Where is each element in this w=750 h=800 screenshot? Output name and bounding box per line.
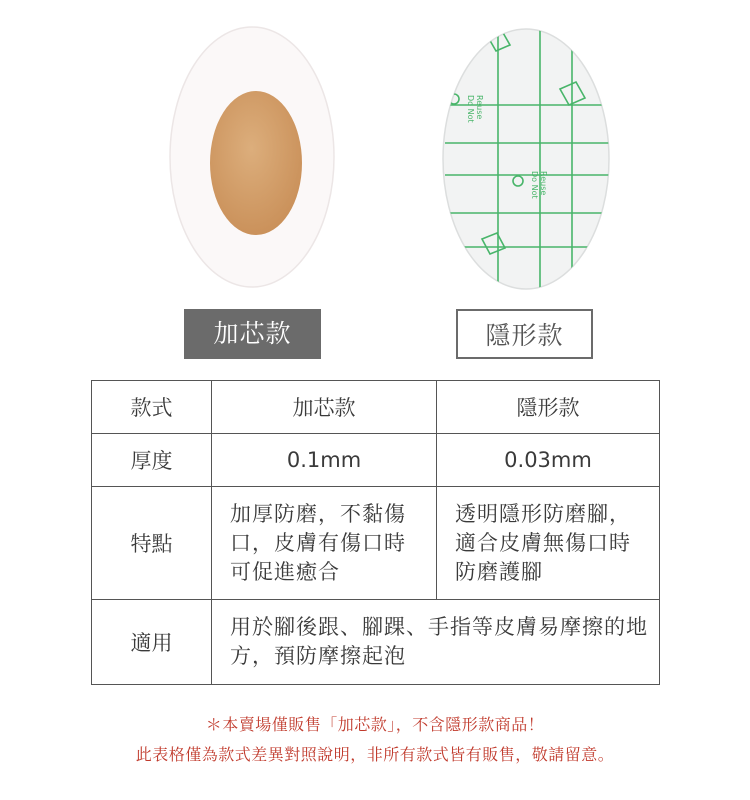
table-row-usage: [92, 600, 660, 685]
thick-type-label: 加芯款: [184, 309, 321, 359]
svg-text:Do Not: Do Not: [530, 171, 539, 199]
clear-type-label: 隱形款: [456, 309, 593, 359]
svg-text:Do Not: Do Not: [466, 95, 475, 123]
table-disclaimer: 此表格僅為款式差異對照說明，非所有款式皆有販售，敬請留意。: [135, 745, 615, 764]
row-label: 特點: [92, 487, 212, 600]
thickness-clear: 0.03mm: [437, 434, 660, 487]
table-header-row: [92, 381, 660, 434]
store-notice: ＊本賣場僅販售「加芯款」，不含隱形款商品！: [205, 715, 545, 734]
thickness-thick: 0.1mm: [212, 434, 437, 487]
table-row-thickness: [92, 434, 660, 487]
header-cell-style: 款式: [92, 381, 212, 434]
features-thick: 加厚防磨，不黏傷口，皮膚有傷口時可促進癒合: [212, 487, 437, 600]
svg-text:Reuse: Reuse: [539, 171, 548, 196]
row-label: 厚度: [92, 434, 212, 487]
header-cell-thick: 加芯款: [212, 381, 437, 434]
usage-description: 用於腳後跟、腳踝、手指等皮膚易摩擦的地方，預防摩擦起泡: [212, 600, 660, 685]
thick-patch-image: [168, 25, 336, 290]
clear-patch-image: [440, 25, 612, 293]
features-clear: 透明隱形防磨腳，適合皮膚無傷口時防磨護腳: [437, 487, 660, 600]
header-cell-clear: 隱形款: [437, 381, 660, 434]
row-label: 適用: [92, 600, 212, 685]
comparison-table: [91, 380, 660, 685]
svg-text:Reuse: Reuse: [475, 95, 484, 120]
table-row-features: [92, 487, 660, 600]
